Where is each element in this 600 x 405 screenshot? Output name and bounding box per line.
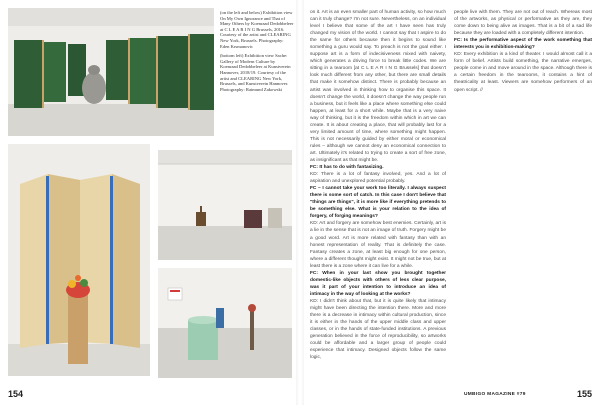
paragraph-continued: people live with them. They are not out of reach. Whereas most of the artworks, as physical or performative as they are, they come down to being alive as images. That is a bit of a sad life because they are loaded with a completely different intention. [454,10,592,37]
folding-screen-illustration [8,144,150,376]
magazine-footer: UMBIGO MAGAZINE #79 [464,392,526,397]
answer-fantasizing: KD: There is a lot of fantasy involved, yes. And a lot of aspiration and unexplored potential probably. [310,172,446,185]
green-panels-illustration [8,8,214,136]
white-gallery-illustration [158,150,292,260]
photo-white-gallery [158,150,292,260]
spread-gutter [296,0,304,405]
photo-folding-screen [8,144,150,376]
text-column-1 [310,9,446,381]
answer-forgery: KD: Art and forgery are somehow best enemies. Certainly, art is a lie in the sense that is not an image of truth. Forgery might be a good word. Art is more related with fantasy than with an honest representation of reality. That is definitely the case. Fantasy creates a zone, at least big enough for one person, where a different thought might exist. It might not be true, but at least there is a zone where it can live for a while. [310,221,446,269]
question-forgery: FC – I cannot take your work too literally. I always suspect there is some sort of catch. In this case I don't believe that "things are things", it is more like if everything pretends to be something else. What is your relation to the idea of forgery, of forging meanings? [310,186,446,220]
photo-gallery-floor [158,268,292,378]
answer-performative: KD: Every exhibition is a kind of theater. I would almost call it a form of belief. Artists build something, the narrative emerges, people come in and move around in the space. Although there is a certain freedom in the tearooms, it contains a hint of theatricality at least. Viewers are somehow performers of an open script. // [454,52,592,93]
caption-first: (on the left and below) Exhibition view On My Own Ignorance and That of Many Others by Koenraad Dedobbeleer at C L E A R I N G Brussels, 2016. Courtesy of the artist and CLEARING New York, Brussels. Photography: Eden Krsmanovic [220,10,294,49]
right-page [304,0,600,405]
page-number-right: 155 [576,389,592,399]
gallery-floor-illustration [158,268,292,378]
question-intimacy: FC: When in your last show you brought together domestic-like objects with others of less clear purpose, was it part of your intention to introduce an idea of intimacy in the way of looking at the works? [310,270,446,297]
left-page [0,0,296,405]
question-performative: FC: Is the performative aspect of the work something that interests you in exhibition-making? [454,38,592,51]
question-fantasizing: FC: It has to do with fantasizing. [310,165,384,171]
page-number-left: 154 [8,389,24,399]
paragraph-intro: on it. Art is an even smaller part of human activity, so how much can it truly change? I'm not sure. Nevertheless, on an individual level I believe that some of the art I have seen has truly changed my vision of the world. I cannot say that I aspire to do the same for others because then it begins to sound like something a guru would say. To preach is not the goal either. I suppose art is a form of indecisiveness mixed with naivety, which generates a driving force to break little codes. We are sitting in a tearoom [at C L E A R I N G Brussels] that doesn't look much different from any other, but there are small details that make it somehow distinct. There is probably because an artist was involved in thinking how to organise this space. It doesn't change the world, it doesn't change the way people run a business, but it feels like a place where something else could happen, at least for a short while. Maybe that is a very naive way of thinking, but it is the freedom within which in art we can create. It is about creating a place, that will probably last for a very limited amount of time, where something might happen. This is not necessarily guided by either moral or economical rules – although we cannot deny an economical connection to art. Ultimately it's related to trying to create a sort of free zone, as insignificant as that might be. [310,10,446,163]
photo-caption-block [220,10,294,96]
caption-second: (bottom left) Exhibition view Sache: Gallery of Modern Culture by Koenraad Dedobbeleer at Kunstverein Hannover, 2018/19. Courtesy of the artist and CLEARING New York, Brussels, and Kunstverein Hannover. Photography: Raimund Zakowski [220,53,291,92]
text-column-2 [454,9,592,109]
photo-green-panels [8,8,214,136]
answer-intimacy: KD: I didn't think about that, but it is quite likely that intimacy might have been directing the intention there. More and more there is a decrease in intimacy within cultural production, since it is either in the hands of the upper middle class and upper classes, or in the hands of state-funded institutions. A previous generation believed in the force of reproducibility, so artworks could be affordable and a larger group of people could experience that intimacy. Designed objects follow the same logic, [310,298,446,361]
